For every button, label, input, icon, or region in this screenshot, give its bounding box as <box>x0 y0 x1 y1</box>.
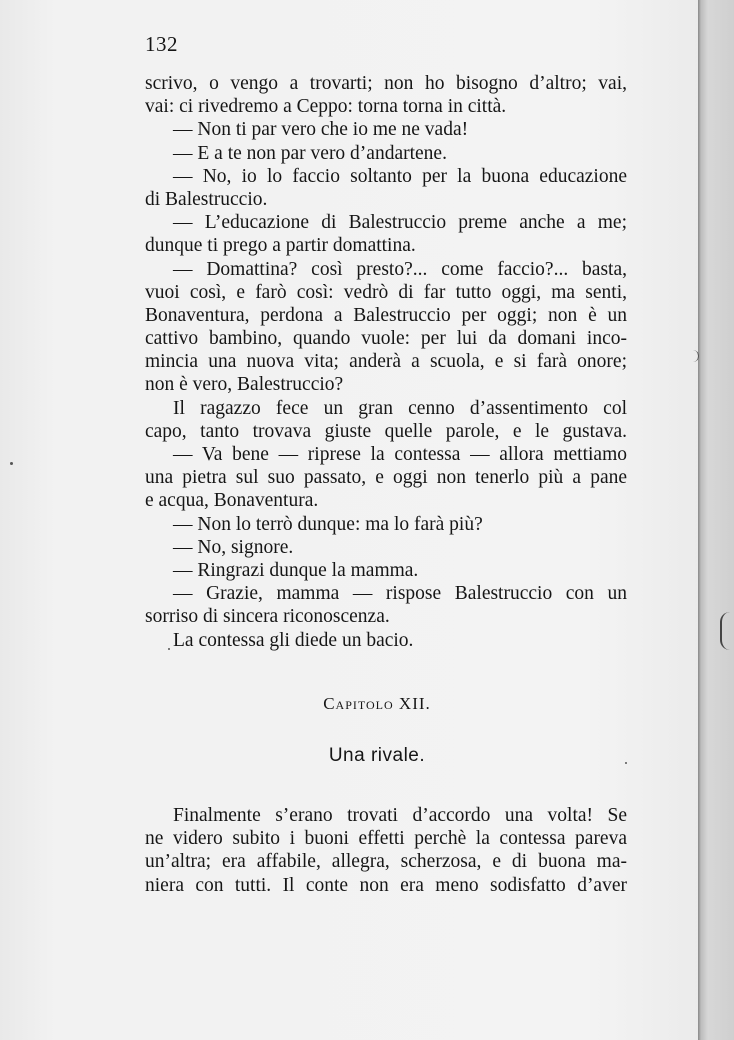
text-line: — Ringrazi dunque la mamma. <box>173 559 419 581</box>
text-line: — Non lo terrò dunque: ma lo farà più? <box>173 513 483 535</box>
text-line: vai: ci rivedremo a Ceppo: torna torna in città. <box>145 96 507 118</box>
text-line: e acqua, Bonaventura. <box>145 490 319 512</box>
text-line: sorriso di sincera riconoscenza. <box>145 606 390 628</box>
paper-speck <box>625 762 627 764</box>
text-line: — Va bene — riprese la contessa — allora mettiamo <box>173 444 627 465</box>
text-line: dunque ti prego a partir domattina. <box>145 235 416 257</box>
paper-speck <box>10 462 13 465</box>
text-line: una pietra sul suo passato, e oggi non tenerlo più a pane <box>145 467 627 489</box>
text-line: — L’educazione di Balestruccio preme anche a me; <box>173 212 627 234</box>
text-line: Bonaventura, perdona a Balestruccio per oggi; non è un <box>145 304 627 326</box>
text-line: — Grazie, mamma — rispose Balestruccio con un <box>173 583 627 605</box>
text-line: — Domattina? così presto?... come faccio?... basta, <box>173 258 627 280</box>
edge-mark <box>692 350 699 362</box>
text-line: Finalmente s’erano trovati d’accordo una volta! Se <box>173 805 627 826</box>
text-line: Il ragazzo fece un gran cenno d’assentimento col <box>173 397 627 419</box>
text-line: — No, signore. <box>173 536 294 558</box>
text-line: non è vero, Balestruccio? <box>145 374 344 396</box>
text-block-dialogue <box>145 72 627 652</box>
text-line: — Non ti par vero che io me ne vada! <box>173 119 469 141</box>
chapter-title: Una rivale. <box>328 745 426 766</box>
text-line: ne videro subito i buoni effetti perchè la contessa pareva <box>145 828 627 850</box>
page-number: 132 <box>145 32 178 56</box>
edge-bracket <box>720 612 732 650</box>
text-line: — E a te non par vero d’andartene. <box>173 142 447 164</box>
text-block-chapter <box>145 804 627 897</box>
text-line: mincia una nuova vita; anderà a scuola, e si farà onore; <box>145 351 627 373</box>
text-line: scrivo, o vengo a trovarti; non ho bisogno d’altro; vai, <box>145 73 627 94</box>
page-binding-edge <box>698 0 734 1040</box>
text-line: niera con tutti. Il conte non era meno sodisfatto d’aver <box>145 874 627 896</box>
text-line: un’altra; era affabile, allegra, scherzosa, e di buona ma- <box>145 851 627 873</box>
text-line: capo, tanto trovava giuste quelle parole, e le gustava. <box>145 420 627 442</box>
text-line: vuoi così, e farò così: vedrò di far tutto oggi, ma senti, <box>145 281 627 303</box>
text-line: di Balestruccio. <box>145 188 268 210</box>
paper-speck <box>168 648 170 650</box>
text-line: — No, io lo faccio soltanto per la buona educazione <box>173 165 627 187</box>
chapter-label: Capitolo XII. <box>323 694 431 713</box>
text-line: La contessa gli diede un bacio. <box>173 629 414 651</box>
text-line: cattivo bambino, quando vuole: per lui da domani inco- <box>145 328 627 350</box>
